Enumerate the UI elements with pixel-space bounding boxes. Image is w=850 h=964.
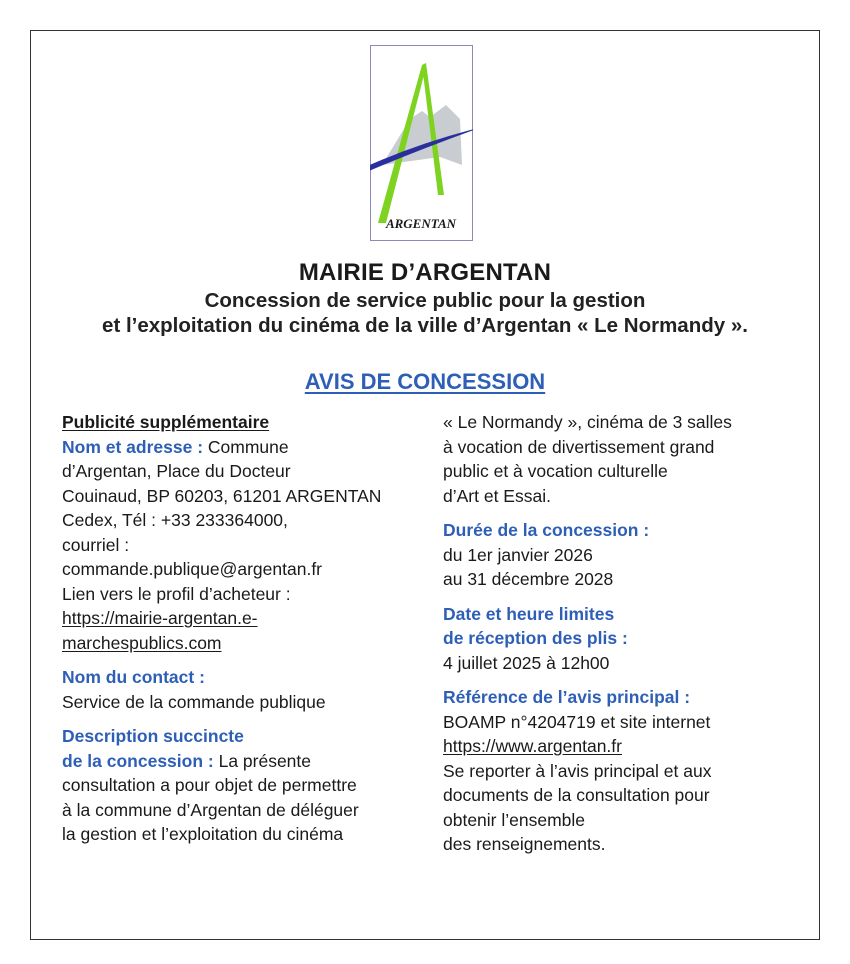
reference-link[interactable]: https://www.argentan.fr [443,736,622,756]
description-label-2: de la concession : [62,750,214,771]
right-column [443,410,793,857]
description-cont-1: « Le Normandy », cinéma de 3 salles [443,412,732,432]
nom-adresse-line [62,435,412,460]
reference-line-6: des renseignements. [443,834,606,854]
description-line-1 [62,749,412,774]
description-cont-4: d’Art et Essai. [443,485,551,506]
subtitle-line-1: Concession de service public pour la gestion [204,289,646,312]
publicite-heading: Publicité supplémentaire [62,412,270,432]
contact-value: Service de la commande publique [62,691,326,712]
contact-label: Nom du contact : [62,667,205,687]
date-limite-value: 4 juillet 2025 à 12h00 [443,652,610,673]
reference-line-3: Se reporter à l’avis principal et aux [443,760,712,781]
date-limite-label-1: Date et heure limites [443,603,615,624]
notice-header [30,258,820,338]
duree-line-2: au 31 décembre 2028 [443,569,614,589]
description-label-1: Description succincte [62,726,244,746]
description-cont-3: public et à vocation culturelle [443,461,668,481]
address-line-2: d’Argentan, Place du Docteur [62,461,291,481]
profil-acheteur-link-1[interactable]: https://mairie-argentan.e- [62,608,258,628]
reference-label: Référence de l’avis principal : [443,687,691,707]
nom-adresse-label: Nom et adresse : [62,436,204,457]
profil-acheteur-label: Lien vers le profil d’acheteur : [62,583,291,604]
date-limite-label-2: de réception des plis : [443,628,628,648]
reference-line-1: BOAMP n°4204719 et site internet [443,711,711,732]
address-line-4: Cedex, Tél : +33 233364000, [62,510,288,530]
description-cont-2: à vocation de divertissement grand [443,436,715,457]
argentan-logo [370,45,473,241]
email-address[interactable]: commande.publique@argentan.fr [62,559,323,579]
profil-acheteur-link-2[interactable]: marchespublics.com [62,632,222,653]
description-line-2: consultation a pour objet de permettre [62,775,357,795]
argentan-logo-graphic [370,45,473,241]
description-line-4: la gestion et l’exploitation du cinéma [62,824,344,844]
reference-line-5: obtenir l’ensemble [443,809,586,830]
reference-line-4: documents de la consultation pour [443,785,710,805]
avis-title: AVIS DE CONCESSION [304,369,546,394]
subtitle-line-2: et l’exploitation du cinéma de la ville d’Argentan « Le Normandy ». [102,314,748,337]
duree-line-1: du 1er janvier 2026 [443,544,593,565]
duree-label: Durée de la concession : [443,520,650,540]
address-line-3: Couinaud, BP 60203, 61201 ARGENTAN [62,485,382,506]
left-column [62,410,412,847]
description-line-3: à la commune d’Argentan de déléguer [62,799,359,820]
description-text-1: La présente [213,750,312,771]
page-title: MAIRIE D’ARGENTAN [298,259,552,286]
logo-text: ARGENTAN [385,216,457,231]
nom-adresse-text: Commune [203,436,289,457]
courriel-label: courriel : [62,534,130,555]
